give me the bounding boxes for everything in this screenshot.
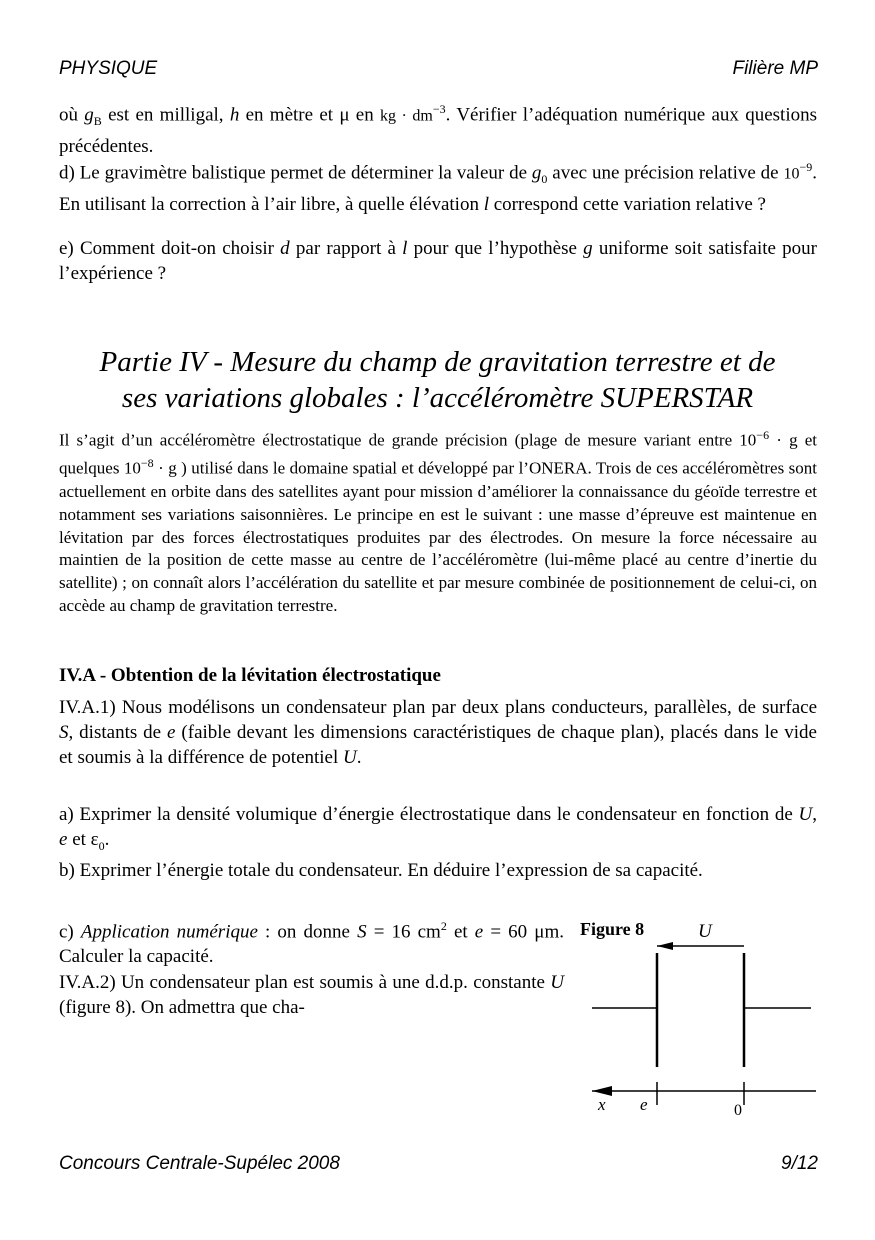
header-track: Filière MP xyxy=(732,58,818,79)
question-c: c) Application numérique : on donne S = 16 $cm^2$ et e = 60 μm. Calculer la capacité. xyxy=(59,919,564,968)
question-d: d) Le gravimètre balistique permet de déterminer la valeur de $g_0$ avec une précision relative de $10^{-9}$. En utilisant la correction à l’air libre, à quelle élévation l correspond cette variation relative ? xyxy=(59,160,817,216)
question-iva1: IV.A.1) Nous modélisons un condensateur plan par deux plans conducteurs, parallèles, de surface S, distants de e (faible devant les dimensions caractéristiques de chaque plan), placés dans le vide et soumis à la différence de potentiel U. xyxy=(59,697,817,768)
capacitor-diagram xyxy=(578,915,823,1130)
intro-paragraph: Il s’agit d’un accéléromètre électrostatique de grande précision (plage de mesure variant entre $10^{-6} \cdot g$ et quelques $10^{-8} \cdot g$ ) utilisé dans le domaine spatial et développé par l’ONERA. Trois de ces accéléromètres sont actuellement en orbite dans des satellites ayant pour mission d’améliorer la connaissance du géoïde terrestre et notamment ses variations saisonnières. Le principe en est le suivant : une masse d’épreuve est maintenue en lévitation par des forces électrostatiques produites par des électrodes. On mesure la force nécessaire au maintien de la position de cette masse au centre de l’accéléromètre (lui-même placé au centre d’inertie du satellite) ; on connaît alors l’accélération du satellite et par mesure combinée de positionnement de celui-ci, on accède au champ de gravitation terrestre. xyxy=(59,428,818,615)
section-title: IV.A - Obtention de la lévitation électrostatique xyxy=(59,665,441,686)
paragraph-units: où $g_B$ est en milligal, h en mètre et μ en kg · $dm^{-3}$. Vérifier l’adéquation numérique aux questions précédentes. xyxy=(59,102,817,158)
figure-caption: Figure 8 xyxy=(580,919,645,939)
voltage-label: U xyxy=(698,921,712,942)
footer-contest: Concours Centrale-Supélec 2008 xyxy=(59,1153,340,1174)
axis-label-x: x xyxy=(598,1095,606,1114)
axis-label-e: e xyxy=(640,1095,648,1114)
question-e: e) Comment doit-on choisir d par rapport à l pour que l’hypothèse g uniforme soit satisfaite pour l’expérience ? xyxy=(59,238,817,284)
part-title: Partie IV - Mesure du champ de gravitation terrestre et de ses variations globales : l’accéléromètre SUPERSTAR xyxy=(99,346,776,414)
figure-8 xyxy=(578,915,823,1135)
question-b: b) Exprimer l’énergie totale du condensateur. En déduire l’expression de sa capacité. xyxy=(59,860,703,881)
voltage-arrow-head xyxy=(657,942,673,950)
axis-label-0: 0 xyxy=(734,1102,742,1119)
question-iva2: IV.A.2) Un condensateur plan est soumis à une d.d.p. constante U (figure 8). On admettra que cha- xyxy=(59,972,564,1018)
footer-page-number: 9/12 xyxy=(781,1153,818,1174)
question-a: a) Exprimer la densité volumique d’énergie électrostatique dans le condensateur en fonction de U, e et $\varepsilon_0$. xyxy=(59,804,817,853)
header-subject: PHYSIQUE xyxy=(59,58,158,79)
